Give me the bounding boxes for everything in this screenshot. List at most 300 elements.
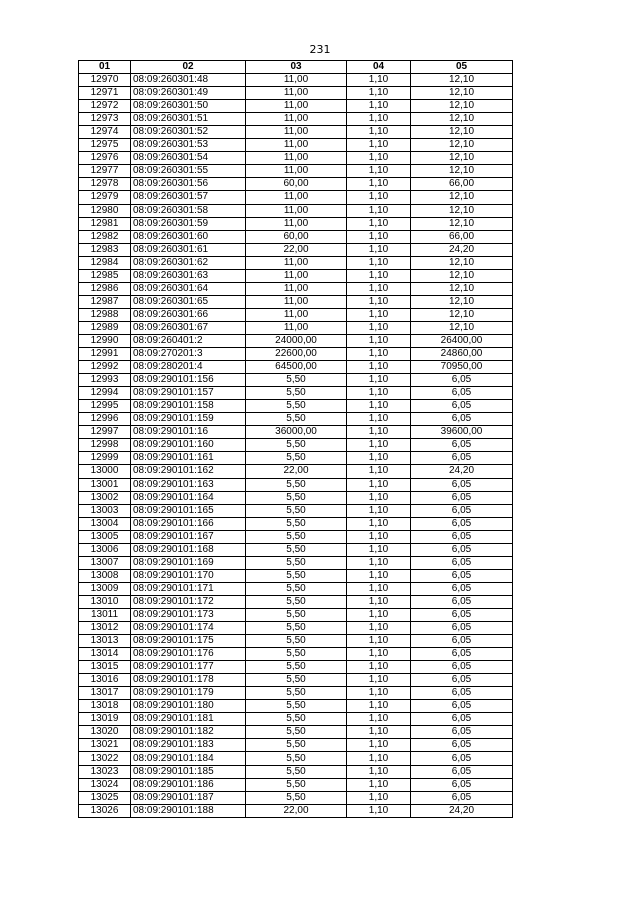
cadastral-number-cell: 08:09:290101:161 xyxy=(131,452,246,465)
row-number-cell: 13026 xyxy=(79,804,131,817)
table-row xyxy=(79,465,513,478)
cadastral-number-cell: 08:09:270201:3 xyxy=(131,348,246,361)
value-cell: 5,50 xyxy=(246,374,347,387)
total-cell: 12,10 xyxy=(411,87,513,100)
coefficient-cell: 1,10 xyxy=(347,674,411,687)
value-cell: 11,00 xyxy=(246,217,347,230)
cadastral-number-cell: 08:09:290101:176 xyxy=(131,648,246,661)
coefficient-cell: 1,10 xyxy=(347,752,411,765)
table-row xyxy=(79,752,513,765)
total-cell: 6,05 xyxy=(411,778,513,791)
cadastral-number-cell: 08:09:290101:163 xyxy=(131,478,246,491)
table-row xyxy=(79,452,513,465)
total-cell: 6,05 xyxy=(411,413,513,426)
row-number-cell: 13016 xyxy=(79,674,131,687)
coefficient-cell: 1,10 xyxy=(347,530,411,543)
row-number-cell: 13025 xyxy=(79,791,131,804)
value-cell: 11,00 xyxy=(246,165,347,178)
table-row xyxy=(79,622,513,635)
total-cell: 12,10 xyxy=(411,282,513,295)
row-number-cell: 12973 xyxy=(79,113,131,126)
coefficient-cell: 1,10 xyxy=(347,687,411,700)
row-number-cell: 13019 xyxy=(79,713,131,726)
table-row xyxy=(79,204,513,217)
table-row xyxy=(79,556,513,569)
row-number-cell: 13001 xyxy=(79,478,131,491)
row-number-cell: 13018 xyxy=(79,700,131,713)
value-cell: 5,50 xyxy=(246,556,347,569)
row-number-cell: 12989 xyxy=(79,321,131,334)
cadastral-number-cell: 08:09:260301:60 xyxy=(131,230,246,243)
cadastral-number-cell: 08:09:290101:175 xyxy=(131,635,246,648)
value-cell: 60,00 xyxy=(246,178,347,191)
total-cell: 6,05 xyxy=(411,739,513,752)
value-cell: 5,50 xyxy=(246,530,347,543)
cadastral-number-cell: 08:09:290101:157 xyxy=(131,387,246,400)
cadastral-number-cell: 08:09:260301:54 xyxy=(131,152,246,165)
table-row xyxy=(79,713,513,726)
value-cell: 5,50 xyxy=(246,504,347,517)
cadastral-number-cell: 08:09:290101:183 xyxy=(131,739,246,752)
column-header-04: 04 xyxy=(347,61,411,74)
row-number-cell: 13023 xyxy=(79,765,131,778)
coefficient-cell: 1,10 xyxy=(347,295,411,308)
value-cell: 11,00 xyxy=(246,74,347,87)
row-number-cell: 12984 xyxy=(79,256,131,269)
table-row xyxy=(79,608,513,621)
coefficient-cell: 1,10 xyxy=(347,739,411,752)
coefficient-cell: 1,10 xyxy=(347,87,411,100)
row-number-cell: 13010 xyxy=(79,595,131,608)
value-cell: 11,00 xyxy=(246,256,347,269)
value-cell: 11,00 xyxy=(246,308,347,321)
total-cell: 6,05 xyxy=(411,452,513,465)
coefficient-cell: 1,10 xyxy=(347,426,411,439)
total-cell: 6,05 xyxy=(411,726,513,739)
total-cell: 6,05 xyxy=(411,752,513,765)
table-row xyxy=(79,217,513,230)
cadastral-number-cell: 08:09:260301:50 xyxy=(131,100,246,113)
value-cell: 5,50 xyxy=(246,622,347,635)
coefficient-cell: 1,10 xyxy=(347,361,411,374)
table-row xyxy=(79,530,513,543)
value-cell: 24000,00 xyxy=(246,334,347,347)
total-cell: 12,10 xyxy=(411,191,513,204)
coefficient-cell: 1,10 xyxy=(347,152,411,165)
cadastral-number-cell: 08:09:290101:160 xyxy=(131,439,246,452)
total-cell: 6,05 xyxy=(411,530,513,543)
coefficient-cell: 1,10 xyxy=(347,230,411,243)
table-row xyxy=(79,269,513,282)
total-cell: 6,05 xyxy=(411,374,513,387)
total-cell: 66,00 xyxy=(411,178,513,191)
table-row xyxy=(79,348,513,361)
cadastral-number-cell: 08:09:260301:63 xyxy=(131,269,246,282)
table-row xyxy=(79,100,513,113)
cadastral-number-cell: 08:09:290101:184 xyxy=(131,752,246,765)
row-number-cell: 12986 xyxy=(79,282,131,295)
row-number-cell: 12994 xyxy=(79,387,131,400)
coefficient-cell: 1,10 xyxy=(347,791,411,804)
row-number-cell: 13009 xyxy=(79,582,131,595)
row-number-cell: 13020 xyxy=(79,726,131,739)
total-cell: 6,05 xyxy=(411,595,513,608)
coefficient-cell: 1,10 xyxy=(347,413,411,426)
row-number-cell: 13002 xyxy=(79,491,131,504)
table-row xyxy=(79,308,513,321)
cadastral-number-cell: 08:09:260301:57 xyxy=(131,191,246,204)
row-number-cell: 13015 xyxy=(79,661,131,674)
row-number-cell: 12993 xyxy=(79,374,131,387)
value-cell: 11,00 xyxy=(246,113,347,126)
cadastral-number-cell: 08:09:290101:173 xyxy=(131,608,246,621)
row-number-cell: 12970 xyxy=(79,74,131,87)
table-row xyxy=(79,361,513,374)
cadastral-number-cell: 08:09:290101:177 xyxy=(131,661,246,674)
coefficient-cell: 1,10 xyxy=(347,569,411,582)
value-cell: 5,50 xyxy=(246,778,347,791)
table-row xyxy=(79,282,513,295)
value-cell: 5,50 xyxy=(246,452,347,465)
cadastral-number-cell: 08:09:260301:61 xyxy=(131,243,246,256)
total-cell: 6,05 xyxy=(411,608,513,621)
cadastral-number-cell: 08:09:290101:156 xyxy=(131,374,246,387)
row-number-cell: 12985 xyxy=(79,269,131,282)
cadastral-number-cell: 08:09:290101:185 xyxy=(131,765,246,778)
value-cell: 11,00 xyxy=(246,282,347,295)
cadastral-number-cell: 08:09:290101:164 xyxy=(131,491,246,504)
total-cell: 6,05 xyxy=(411,661,513,674)
total-cell: 12,10 xyxy=(411,165,513,178)
table-row xyxy=(79,778,513,791)
total-cell: 6,05 xyxy=(411,635,513,648)
coefficient-cell: 1,10 xyxy=(347,256,411,269)
cadastral-number-cell: 08:09:290101:159 xyxy=(131,413,246,426)
table-row xyxy=(79,804,513,817)
table-row xyxy=(79,413,513,426)
row-number-cell: 12981 xyxy=(79,217,131,230)
coefficient-cell: 1,10 xyxy=(347,517,411,530)
table-row xyxy=(79,765,513,778)
coefficient-cell: 1,10 xyxy=(347,308,411,321)
cadastral-number-cell: 08:09:290101:182 xyxy=(131,726,246,739)
cadastral-number-cell: 08:09:260301:56 xyxy=(131,178,246,191)
cadastral-number-cell: 08:09:260301:52 xyxy=(131,126,246,139)
table-row xyxy=(79,739,513,752)
row-number-cell: 12977 xyxy=(79,165,131,178)
table-row xyxy=(79,426,513,439)
total-cell: 6,05 xyxy=(411,674,513,687)
cadastral-number-cell: 08:09:260301:65 xyxy=(131,295,246,308)
coefficient-cell: 1,10 xyxy=(347,74,411,87)
table-row xyxy=(79,334,513,347)
cadastral-number-cell: 08:09:260401:2 xyxy=(131,334,246,347)
cadastral-number-cell: 08:09:260301:53 xyxy=(131,139,246,152)
table-row xyxy=(79,374,513,387)
coefficient-cell: 1,10 xyxy=(347,243,411,256)
cadastral-number-cell: 08:09:260301:51 xyxy=(131,113,246,126)
table-row xyxy=(79,191,513,204)
value-cell: 5,50 xyxy=(246,517,347,530)
total-cell: 66,00 xyxy=(411,230,513,243)
row-number-cell: 12972 xyxy=(79,100,131,113)
header-row xyxy=(79,61,513,74)
value-cell: 5,50 xyxy=(246,700,347,713)
value-cell: 5,50 xyxy=(246,713,347,726)
total-cell: 12,10 xyxy=(411,204,513,217)
coefficient-cell: 1,10 xyxy=(347,374,411,387)
cadastral-number-cell: 08:09:290101:166 xyxy=(131,517,246,530)
coefficient-cell: 1,10 xyxy=(347,348,411,361)
coefficient-cell: 1,10 xyxy=(347,543,411,556)
coefficient-cell: 1,10 xyxy=(347,113,411,126)
total-cell: 12,10 xyxy=(411,295,513,308)
table-row xyxy=(79,569,513,582)
row-number-cell: 12982 xyxy=(79,230,131,243)
coefficient-cell: 1,10 xyxy=(347,178,411,191)
cadastral-number-cell: 08:09:290101:168 xyxy=(131,543,246,556)
value-cell: 22,00 xyxy=(246,804,347,817)
row-number-cell: 13011 xyxy=(79,608,131,621)
coefficient-cell: 1,10 xyxy=(347,608,411,621)
coefficient-cell: 1,10 xyxy=(347,465,411,478)
table-row xyxy=(79,295,513,308)
table-row xyxy=(79,674,513,687)
value-cell: 5,50 xyxy=(246,765,347,778)
value-cell: 11,00 xyxy=(246,152,347,165)
table-row xyxy=(79,661,513,674)
total-cell: 6,05 xyxy=(411,687,513,700)
total-cell: 12,10 xyxy=(411,74,513,87)
cadastral-number-cell: 08:09:290101:187 xyxy=(131,791,246,804)
page-number: 231 xyxy=(309,43,331,56)
total-cell: 6,05 xyxy=(411,700,513,713)
row-number-cell: 12971 xyxy=(79,87,131,100)
row-number-cell: 12999 xyxy=(79,452,131,465)
value-cell: 5,50 xyxy=(246,791,347,804)
cadastral-number-cell: 08:09:260301:64 xyxy=(131,282,246,295)
table-row xyxy=(79,139,513,152)
row-number-cell: 12976 xyxy=(79,152,131,165)
cadastral-number-cell: 08:09:290101:171 xyxy=(131,582,246,595)
value-cell: 11,00 xyxy=(246,321,347,334)
coefficient-cell: 1,10 xyxy=(347,635,411,648)
row-number-cell: 12978 xyxy=(79,178,131,191)
row-number-cell: 12992 xyxy=(79,361,131,374)
table-row xyxy=(79,87,513,100)
cadastral-number-cell: 08:09:290101:179 xyxy=(131,687,246,700)
total-cell: 6,05 xyxy=(411,543,513,556)
total-cell: 12,10 xyxy=(411,113,513,126)
total-cell: 24,20 xyxy=(411,465,513,478)
cadastral-number-cell: 08:09:260301:49 xyxy=(131,87,246,100)
value-cell: 5,50 xyxy=(246,674,347,687)
total-cell: 6,05 xyxy=(411,504,513,517)
coefficient-cell: 1,10 xyxy=(347,452,411,465)
cadastral-number-cell: 08:09:290101:188 xyxy=(131,804,246,817)
table-row xyxy=(79,439,513,452)
value-cell: 5,50 xyxy=(246,400,347,413)
value-cell: 11,00 xyxy=(246,204,347,217)
cadastral-number-cell: 08:09:290101:180 xyxy=(131,700,246,713)
coefficient-cell: 1,10 xyxy=(347,126,411,139)
total-cell: 24,20 xyxy=(411,804,513,817)
total-cell: 12,10 xyxy=(411,152,513,165)
row-number-cell: 12988 xyxy=(79,308,131,321)
coefficient-cell: 1,10 xyxy=(347,478,411,491)
table-row xyxy=(79,387,513,400)
cadastral-number-cell: 08:09:260301:48 xyxy=(131,74,246,87)
row-number-cell: 12975 xyxy=(79,139,131,152)
value-cell: 11,00 xyxy=(246,191,347,204)
total-cell: 6,05 xyxy=(411,648,513,661)
table-row xyxy=(79,595,513,608)
cadastral-number-cell: 08:09:290101:16 xyxy=(131,426,246,439)
value-cell: 11,00 xyxy=(246,139,347,152)
coefficient-cell: 1,10 xyxy=(347,804,411,817)
value-cell: 11,00 xyxy=(246,126,347,139)
value-cell: 5,50 xyxy=(246,595,347,608)
coefficient-cell: 1,10 xyxy=(347,661,411,674)
table-row xyxy=(79,74,513,87)
row-number-cell: 12979 xyxy=(79,191,131,204)
value-cell: 64500,00 xyxy=(246,361,347,374)
coefficient-cell: 1,10 xyxy=(347,165,411,178)
row-number-cell: 12974 xyxy=(79,126,131,139)
total-cell: 6,05 xyxy=(411,765,513,778)
total-cell: 24860,00 xyxy=(411,348,513,361)
table-row xyxy=(79,321,513,334)
table-row xyxy=(79,243,513,256)
row-number-cell: 12983 xyxy=(79,243,131,256)
coefficient-cell: 1,10 xyxy=(347,648,411,661)
table-row xyxy=(79,478,513,491)
table-row xyxy=(79,582,513,595)
coefficient-cell: 1,10 xyxy=(347,334,411,347)
value-cell: 36000,00 xyxy=(246,426,347,439)
coefficient-cell: 1,10 xyxy=(347,400,411,413)
table-row xyxy=(79,178,513,191)
table-row xyxy=(79,126,513,139)
row-number-cell: 12998 xyxy=(79,439,131,452)
total-cell: 6,05 xyxy=(411,478,513,491)
table-row xyxy=(79,517,513,530)
table-body xyxy=(79,74,513,818)
coefficient-cell: 1,10 xyxy=(347,778,411,791)
table-row xyxy=(79,491,513,504)
column-header-05: 05 xyxy=(411,61,513,74)
table-row xyxy=(79,230,513,243)
coefficient-cell: 1,10 xyxy=(347,204,411,217)
row-number-cell: 13021 xyxy=(79,739,131,752)
row-number-cell: 12980 xyxy=(79,204,131,217)
value-cell: 5,50 xyxy=(246,608,347,621)
row-number-cell: 12995 xyxy=(79,400,131,413)
value-cell: 22600,00 xyxy=(246,348,347,361)
value-cell: 5,50 xyxy=(246,687,347,700)
cadastral-number-cell: 08:09:290101:167 xyxy=(131,530,246,543)
cadastral-number-cell: 08:09:290101:181 xyxy=(131,713,246,726)
cadastral-number-cell: 08:09:260301:59 xyxy=(131,217,246,230)
row-number-cell: 13008 xyxy=(79,569,131,582)
total-cell: 12,10 xyxy=(411,269,513,282)
total-cell: 6,05 xyxy=(411,556,513,569)
coefficient-cell: 1,10 xyxy=(347,217,411,230)
cadastral-number-cell: 08:09:260301:55 xyxy=(131,165,246,178)
total-cell: 6,05 xyxy=(411,491,513,504)
table-row xyxy=(79,165,513,178)
coefficient-cell: 1,10 xyxy=(347,700,411,713)
coefficient-cell: 1,10 xyxy=(347,387,411,400)
value-cell: 11,00 xyxy=(246,100,347,113)
total-cell: 6,05 xyxy=(411,713,513,726)
value-cell: 11,00 xyxy=(246,269,347,282)
row-number-cell: 13022 xyxy=(79,752,131,765)
coefficient-cell: 1,10 xyxy=(347,726,411,739)
row-number-cell: 13006 xyxy=(79,543,131,556)
cadastral-number-cell: 08:09:260301:67 xyxy=(131,321,246,334)
table-row xyxy=(79,152,513,165)
cadastral-number-cell: 08:09:260301:66 xyxy=(131,308,246,321)
coefficient-cell: 1,10 xyxy=(347,191,411,204)
value-cell: 5,50 xyxy=(246,413,347,426)
coefficient-cell: 1,10 xyxy=(347,491,411,504)
total-cell: 6,05 xyxy=(411,387,513,400)
table-row xyxy=(79,543,513,556)
coefficient-cell: 1,10 xyxy=(347,100,411,113)
cadastral-number-cell: 08:09:290101:165 xyxy=(131,504,246,517)
coefficient-cell: 1,10 xyxy=(347,595,411,608)
row-number-cell: 13007 xyxy=(79,556,131,569)
value-cell: 22,00 xyxy=(246,465,347,478)
total-cell: 12,10 xyxy=(411,256,513,269)
total-cell: 12,10 xyxy=(411,100,513,113)
coefficient-cell: 1,10 xyxy=(347,556,411,569)
total-cell: 6,05 xyxy=(411,517,513,530)
total-cell: 6,05 xyxy=(411,569,513,582)
column-header-01: 01 xyxy=(79,61,131,74)
value-cell: 5,50 xyxy=(246,478,347,491)
value-cell: 5,50 xyxy=(246,726,347,739)
cadastral-number-cell: 08:09:290101:169 xyxy=(131,556,246,569)
cadastral-number-cell: 08:09:290101:174 xyxy=(131,622,246,635)
row-number-cell: 13013 xyxy=(79,635,131,648)
cadastral-number-cell: 08:09:290101:172 xyxy=(131,595,246,608)
cadastral-number-cell: 08:09:290101:158 xyxy=(131,400,246,413)
row-number-cell: 12997 xyxy=(79,426,131,439)
row-number-cell: 13012 xyxy=(79,622,131,635)
row-number-cell: 13003 xyxy=(79,504,131,517)
value-cell: 5,50 xyxy=(246,739,347,752)
value-cell: 5,50 xyxy=(246,439,347,452)
value-cell: 5,50 xyxy=(246,387,347,400)
total-cell: 6,05 xyxy=(411,791,513,804)
total-cell: 6,05 xyxy=(411,582,513,595)
total-cell: 26400,00 xyxy=(411,334,513,347)
table-row xyxy=(79,791,513,804)
table-row xyxy=(79,113,513,126)
row-number-cell: 12990 xyxy=(79,334,131,347)
row-number-cell: 13017 xyxy=(79,687,131,700)
coefficient-cell: 1,10 xyxy=(347,439,411,452)
value-cell: 5,50 xyxy=(246,635,347,648)
coefficient-cell: 1,10 xyxy=(347,622,411,635)
total-cell: 12,10 xyxy=(411,217,513,230)
cadastral-number-cell: 08:09:290101:162 xyxy=(131,465,246,478)
coefficient-cell: 1,10 xyxy=(347,139,411,152)
table-row xyxy=(79,504,513,517)
value-cell: 60,00 xyxy=(246,230,347,243)
